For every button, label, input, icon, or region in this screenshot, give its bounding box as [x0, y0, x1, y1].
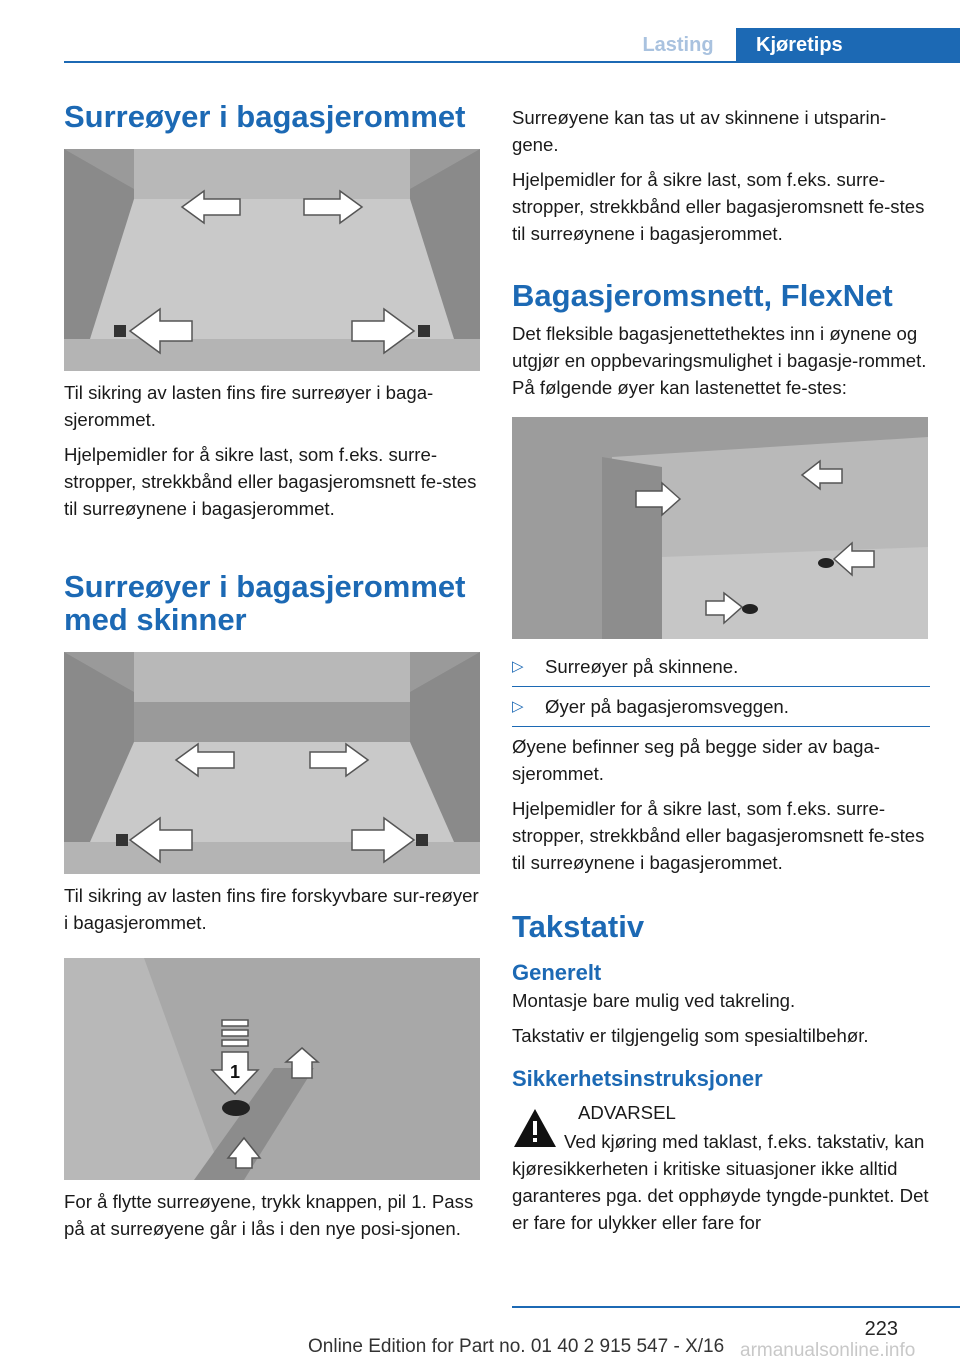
- paragraph-right-5: Hjelpemidler for å sikre last, som f.eks. surre-stropper, strekkbånd eller bagasjeromsnett fe-stes til surreøynene i bagasjerommet.: [512, 798, 925, 873]
- list-item: [512, 693, 930, 727]
- paragraph-right-1: Surreøyene kan tas ut av skinnene i utsparin-gene.: [512, 107, 887, 155]
- watermark: armanualsonline.info: [740, 1340, 916, 1361]
- warning-block: [512, 1099, 930, 1126]
- heading-flexnet: Bagasjeromsnett, FlexNet: [512, 278, 893, 313]
- paragraph-right-7: Takstativ er tilgjengelig som spesialtilbehør.: [512, 1025, 869, 1046]
- paragraph-right-6: Montasje bare mulig ved takreling.: [512, 990, 796, 1011]
- right-column: [512, 100, 930, 1244]
- bullet-list: [512, 653, 930, 727]
- edition-footer: Online Edition for Part no. 01 40 2 915 547 - X/16: [308, 1336, 725, 1357]
- list-item-text: Øyer på bagasjeromsveggen.: [545, 696, 789, 717]
- paragraph-left-3: Til sikring av lasten fins fire forskyvbare sur-reøyer i bagasjerommet.: [64, 885, 479, 933]
- page-number: 223: [864, 1318, 898, 1340]
- figure-trunk-rails: [64, 652, 480, 874]
- header-tab-kjoretips[interactable]: Kjøretips: [736, 28, 960, 63]
- triangle-bullet-icon: ▷: [512, 658, 524, 675]
- list-item-text: Surreøyer på skinnene.: [545, 656, 739, 677]
- paragraph-left-1: Til sikring av lasten fins fire surreøyer i baga-sjerommet.: [64, 382, 434, 430]
- footer-rule: [512, 1306, 960, 1308]
- figure-flexnet-eyes: [512, 417, 928, 639]
- warning-text: [512, 1128, 930, 1236]
- heading-takstativ: Takstativ: [512, 909, 645, 944]
- left-column: [64, 100, 482, 1250]
- header-tab-lasting[interactable]: Lasting: [642, 34, 714, 56]
- figure-rail-eye-closeup: [64, 958, 480, 1180]
- warning-text-body: Ved kjøring med taklast, f.eks. takstativ, kan kjøresikkerheten i kritiske situasjoner ikke alltid garanteres pga. det opphøyde tyngde-punktet. Det er fare for ulykker eller fare for: [512, 1131, 929, 1233]
- paragraph-right-4: Øyene befinner seg på begge sider av baga-sjerommet.: [512, 736, 880, 784]
- warning-triangle-icon: [512, 1107, 558, 1149]
- paragraph-left-2: Hjelpemidler for å sikre last, som f.eks. surre-stropper, strekkbånd eller bagasjeromsnett fe-stes til surreøynene i bagasjerommet.: [64, 444, 477, 519]
- figure-callout-1: 1: [230, 1062, 241, 1082]
- subheading-sikkerhet: Sikkerhetsinstruksjoner: [512, 1066, 763, 1091]
- heading-surreoyer-skinner: Surreøyer i bagasjerommet med skinner: [64, 569, 466, 637]
- heading-surreoyer: Surreøyer i bagasjerommet: [64, 99, 466, 134]
- figure-trunk-lashing-eyes: [64, 149, 480, 371]
- paragraph-left-4: For å flytte surreøyene, trykk knappen, pil 1. Pass på at surreøyene går i lås i den nye posi-sjonen.: [64, 1191, 474, 1239]
- paragraph-right-3: Det fleksible bagasjenettethektes inn i øynene og utgjør en oppbevaringsmulighet i bagasje-rommet. På følgende øyer kan lastenettet fe-stes:: [512, 323, 927, 398]
- list-item: [512, 653, 930, 687]
- warning-title: ADVARSEL: [578, 1102, 676, 1123]
- subheading-generelt: Generelt: [512, 960, 602, 985]
- triangle-bullet-icon: ▷: [512, 698, 524, 715]
- paragraph-right-2: Hjelpemidler for å sikre last, som f.eks. surre-stropper, strekkbånd eller bagasjeromsnett fe-stes til surreøynene i bagasjerommet.: [512, 169, 925, 244]
